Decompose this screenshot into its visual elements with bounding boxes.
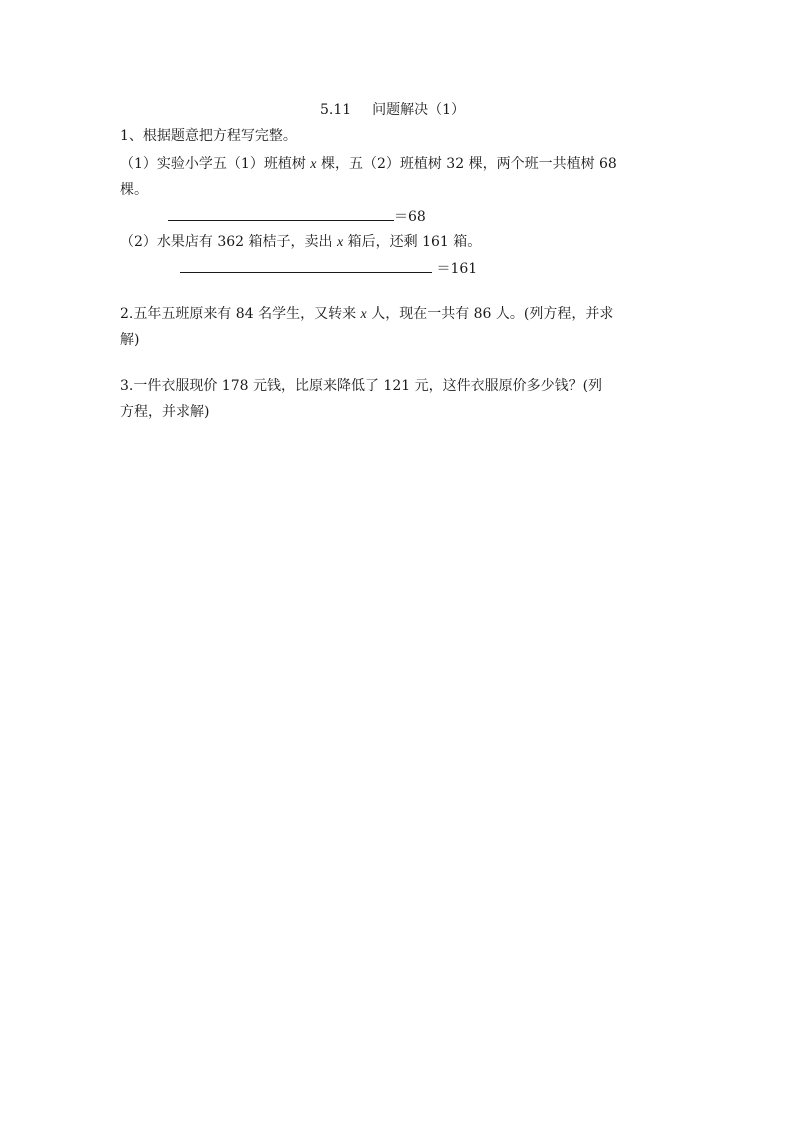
q3-line2: 方程，并求解) [120, 404, 210, 420]
q1-equation2 [180, 258, 477, 278]
q1-item1-text-b: 棵，五（2）班植树 32 棵，两个班一共植树 68 [320, 156, 617, 172]
title-number: 5.11 [320, 102, 352, 118]
q2-variable: x [360, 307, 367, 322]
q1-item1-line2: 棵。 [120, 182, 148, 198]
q3-line1: 3.一件衣服现价 178 元钱，比原来降低了 121 元，这件衣服原价多少钱？(列 [120, 378, 603, 394]
q1-heading: 1、根据题意把方程写完整。 [120, 128, 297, 144]
equation2-answer-blank[interactable] [180, 258, 432, 273]
q2-text-b: 人，现在一共有 86 人。(列方程，并求 [371, 306, 614, 322]
q1-item1-variable: x [310, 157, 317, 172]
q1-item2-variable: x [336, 235, 344, 250]
equation2-rhs: ＝161 [436, 261, 478, 277]
title-text: 问题解决（1） [372, 102, 465, 118]
equation1-rhs: ＝68 [394, 209, 426, 225]
q1-item1-line1 [120, 154, 617, 174]
equation1-answer-blank[interactable] [168, 206, 394, 221]
q2-line1 [120, 304, 613, 324]
q1-item1-text-a: （1）实验小学五（1）班植树 [120, 156, 306, 172]
q1-item2-text-a: （2）水果店有 362 箱桔子，卖出 [120, 234, 333, 250]
q1-item2-line1 [120, 232, 481, 252]
q1-item2-text-b: 箱后，还剩 161 箱。 [347, 234, 482, 250]
q1-equation1 [168, 206, 426, 226]
q2-line2: 解) [120, 332, 140, 348]
q2-text-a: 2.五年五班原来有 84 名学生，又转来 [120, 306, 357, 322]
page-title [320, 100, 465, 120]
